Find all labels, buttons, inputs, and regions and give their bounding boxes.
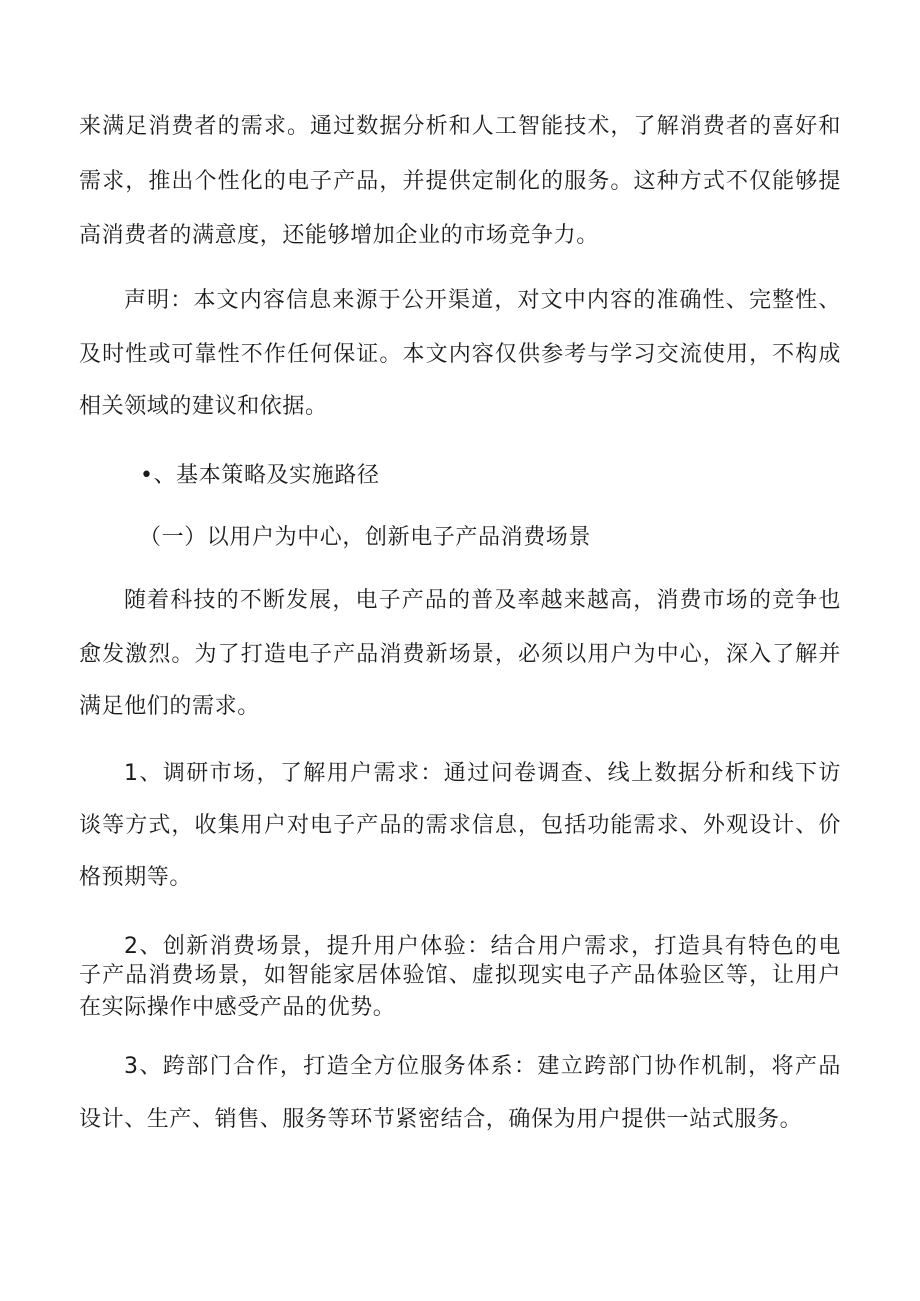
paragraph-line: 格预期等。 — [79, 865, 193, 890]
section-heading: •、基本策略及实施路径 — [140, 463, 380, 488]
sub-heading: （一）以用户为中心，创新电子产品消费场景 — [139, 525, 592, 550]
paragraph-line: 随着科技的不断发展，电子产品的普及率越来越高，消费市场的竞争也 — [124, 588, 841, 613]
paragraph-line: 声明：本文内容信息来源于公开渠道，对文中内容的准确性、完整性、 — [124, 288, 841, 313]
paragraph-line: 3、跨部门合作，打造全方位服务体系：建立跨部门协作机制，将产品 — [124, 1054, 841, 1079]
paragraph-line: 设计、生产、销售、服务等环节紧密结合，确保为用户提供一站式服务。 — [79, 1107, 803, 1132]
paragraph-line: 1、调研市场，了解用户需求：通过问卷调查、线上数据分析和线下访 — [124, 761, 841, 786]
paragraph-line: 需求，推出个性化的电子产品，并提供定制化的服务。这种方式不仅能够提 — [79, 169, 841, 194]
paragraph-line: 高消费者的满意度，还能够增加企业的市场竞争力。 — [79, 223, 599, 248]
paragraph-line: 子产品消费场景，如智能家居体验馆、虚拟现实电子产品体验区等，让用户 — [79, 963, 841, 988]
paragraph-line: 及时性或可靠性不作任何保证。本文内容仅供参考与学习交流使用，不构成 — [79, 342, 841, 367]
paragraph-line: 谈等方式，收集用户对电子产品的需求信息，包括功能需求、外观设计、价 — [79, 813, 841, 838]
paragraph-line: 来满足消费者的需求。通过数据分析和人工智能技术，了解消费者的喜好和 — [79, 114, 841, 139]
paragraph-line: 相关领域的建议和依据。 — [79, 394, 328, 419]
paragraph-line: 愈发激烈。为了打造电子产品消费新场景，必须以用户为中心，深入了解并 — [79, 642, 841, 667]
paragraph-line: 在实际操作中感受产品的优势。 — [79, 995, 396, 1020]
paragraph-line: 满足他们的需求。 — [79, 694, 260, 719]
paragraph-line: 2、创新消费场景，提升用户体验：结合用户需求，打造具有特色的电 — [124, 934, 841, 959]
